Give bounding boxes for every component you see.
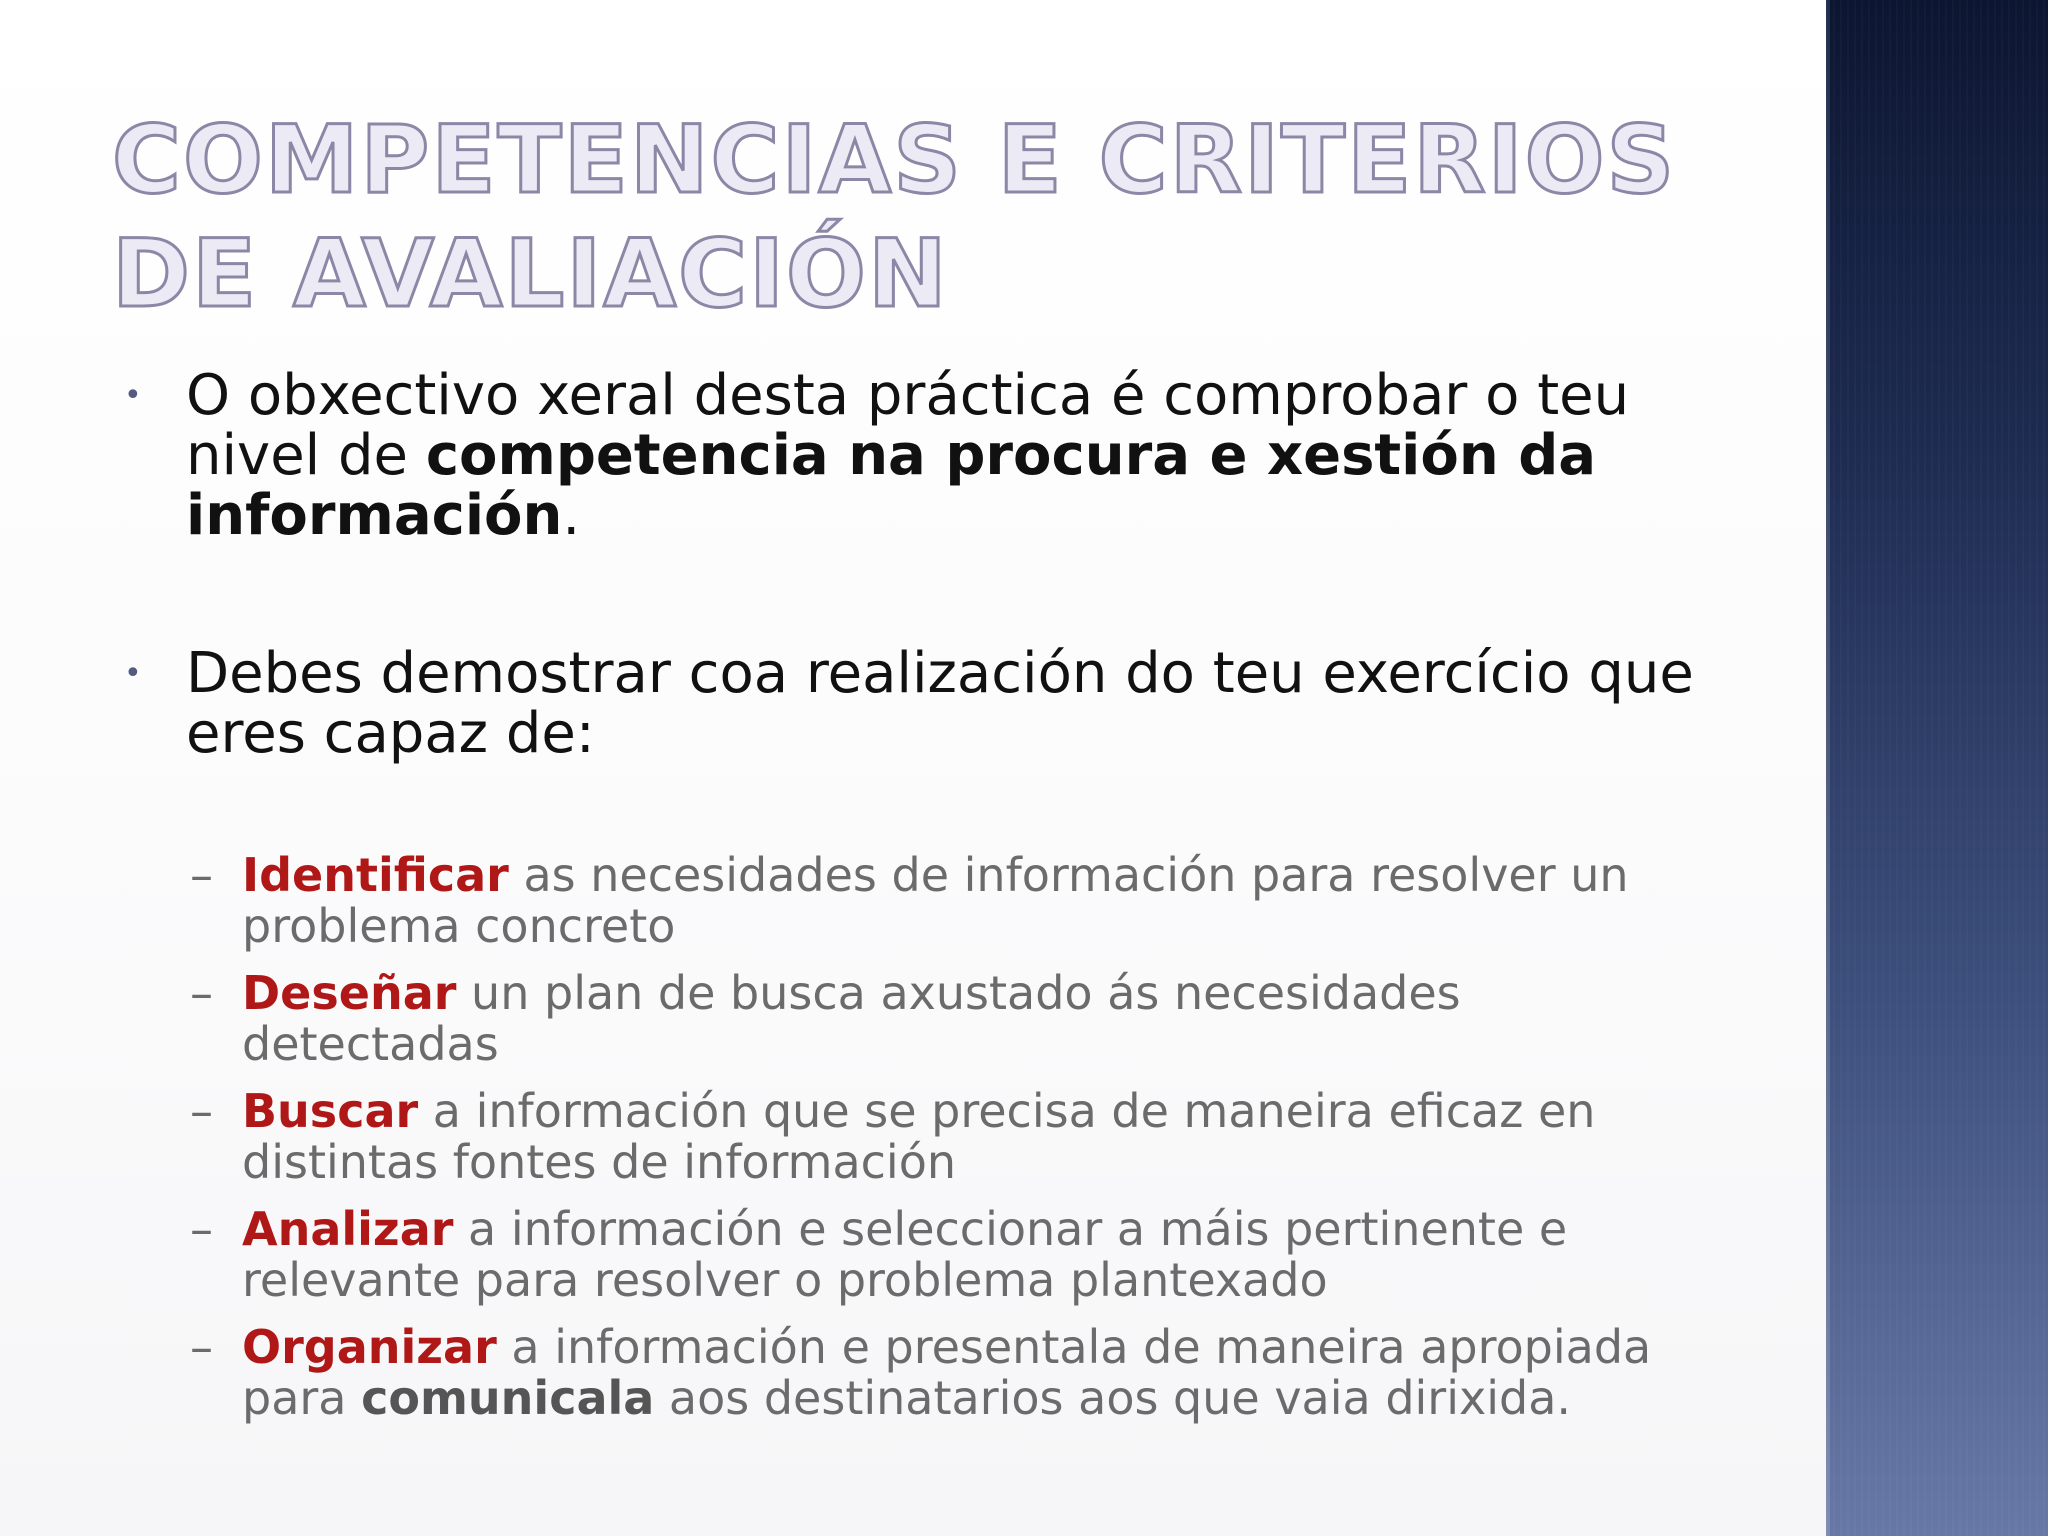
bullet-text: Debes demostrar coa realización do teu exercício que eres capaz de: (186, 641, 1694, 766)
bullet-item-abilities (120, 641, 1720, 766)
sub-item-organizar (186, 1322, 1720, 1424)
sub-text: a información e seleccionar a máis pertinente e relevante para resolver o problema plantexado (242, 1202, 1568, 1307)
bullet-item-objective (120, 363, 1720, 548)
sub-list (120, 850, 1720, 1424)
bullet-text: O obxectivo xeral desta práctica é comprobar o teu nivel de (186, 363, 1630, 488)
sub-item-identificar (186, 850, 1720, 952)
decorative-side-band (1826, 0, 2048, 1536)
sub-keyword: Deseñar (242, 966, 457, 1020)
dash-icon: – (190, 1320, 213, 1374)
dash-icon: – (190, 1084, 213, 1138)
bullet-text-end: . (562, 483, 581, 548)
bullet-icon: • (124, 378, 142, 413)
sub-bold-text: comunicala (361, 1371, 655, 1425)
dash-icon: – (190, 966, 213, 1020)
sub-keyword: Identificar (242, 848, 509, 902)
sub-text: un plan de busca axustado ás necesidades detectadas (242, 966, 1461, 1071)
slide-title: COMPETENCIAS E CRITERIOS DE AVALIACIÓN (112, 106, 1677, 329)
dash-icon: – (190, 1202, 213, 1256)
sub-keyword: Analizar (242, 1202, 454, 1256)
slide-content (120, 363, 1720, 1440)
sub-text: as necesidades de información para resolver un problema concreto (242, 848, 1629, 953)
side-band-texture (1826, 0, 2048, 1536)
dash-icon: – (190, 848, 213, 902)
sub-item-desenar (186, 968, 1720, 1070)
sub-text: a información que se precisa de maneira eficaz en distintas fontes de información (242, 1084, 1596, 1189)
bullet-icon: • (124, 656, 142, 691)
sub-keyword: Organizar (242, 1320, 497, 1374)
sub-keyword: Buscar (242, 1084, 419, 1138)
sub-text: a información e presentala de maneira apropiada para (242, 1320, 1652, 1425)
bullet-bold-text: competencia na procura e xestión da información (186, 423, 1597, 548)
sub-text-end: aos destinatarios aos que vaia dirixida. (654, 1371, 1572, 1425)
sub-item-analizar (186, 1204, 1720, 1306)
sub-item-buscar (186, 1086, 1720, 1188)
